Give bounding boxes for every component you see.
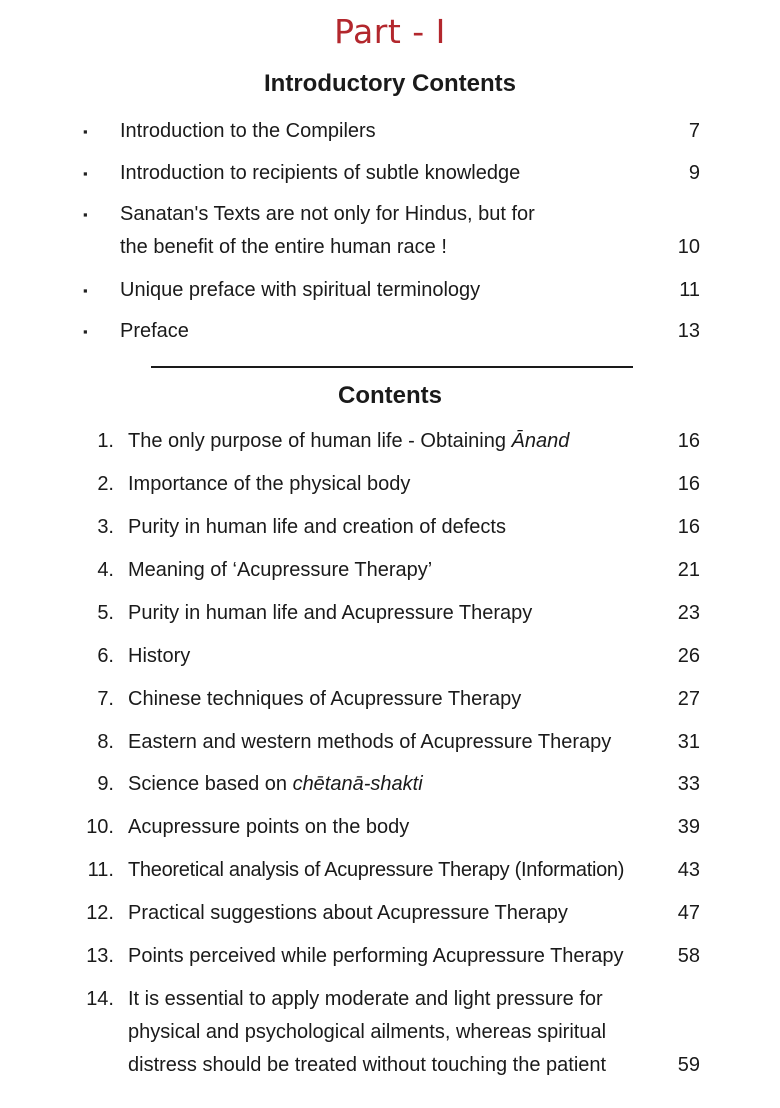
page-number: 9 <box>688 162 700 184</box>
item-text: Importance of the physical body <box>128 473 411 495</box>
item-number: 14. <box>86 988 114 1010</box>
item-number: 1. <box>97 430 114 452</box>
page-number: 33 <box>677 773 700 795</box>
item-number: 6. <box>97 645 114 667</box>
item-number: 10. <box>86 816 114 838</box>
page-number: 7 <box>688 120 700 142</box>
contents-heading: Contents <box>338 382 442 409</box>
page-number: 21 <box>677 559 700 581</box>
page-number: 26 <box>677 645 700 667</box>
page-number: 16 <box>677 430 700 452</box>
intro-item-text-continued: the benefit of the entire human race ! <box>120 236 447 258</box>
item-text: Purity in human life and Acupressure Therapy <box>128 602 533 624</box>
item-text: Theoretical analysis of Acupressure Therapy (Information) <box>128 859 625 881</box>
page-number: 39 <box>677 816 700 838</box>
item-number: 7. <box>97 688 114 710</box>
decorative-bullet-icon: ▪ <box>83 207 88 222</box>
page-number: 10 <box>677 236 700 258</box>
item-text-continued: distress should be treated without touching the patient <box>128 1054 607 1076</box>
item-text-italic: Ānand <box>511 430 570 452</box>
item-text: Science based on chētanā-shakti <box>128 773 423 795</box>
intro-item-text: Preface <box>120 320 189 342</box>
item-number: 2. <box>97 473 114 495</box>
page-number: 23 <box>677 602 700 624</box>
item-number: 9. <box>97 773 114 795</box>
item-number: 4. <box>97 559 114 581</box>
item-number: 13. <box>86 945 114 967</box>
item-number: 3. <box>97 516 114 538</box>
introductory-contents-heading: Introductory Contents <box>264 70 516 97</box>
page-number: 43 <box>677 859 700 881</box>
page-number: 59 <box>677 1054 700 1076</box>
page-number: 58 <box>677 945 700 967</box>
item-number: 12. <box>86 902 114 924</box>
item-text: Chinese techniques of Acupressure Therapy <box>128 688 522 710</box>
page-number: 11 <box>679 279 700 301</box>
page-number: 31 <box>677 731 700 753</box>
part-title: Part - I <box>334 12 446 51</box>
intro-item-text: Introduction to recipients of subtle knowledge <box>120 162 521 184</box>
intro-item-text: Unique preface with spiritual terminology <box>120 279 481 301</box>
item-text-continued: physical and psychological ailments, whereas spiritual <box>128 1021 607 1043</box>
page-number: 13 <box>677 320 700 342</box>
item-text: Eastern and western methods of Acupressure Therapy <box>128 731 612 753</box>
item-text-italic: chētanā-shakti <box>292 773 423 795</box>
item-number: 5. <box>97 602 114 624</box>
decorative-bullet-icon: ▪ <box>83 124 88 139</box>
intro-item-text: Sanatan's Texts are not only for Hindus, but for <box>120 203 535 225</box>
item-text: Meaning of ‘Acupressure Therapy’ <box>128 559 433 581</box>
item-text: History <box>128 645 191 667</box>
page-number: 47 <box>677 902 700 924</box>
item-text: Purity in human life and creation of defects <box>128 516 506 538</box>
item-text: Points perceived while performing Acupressure Therapy <box>128 945 624 967</box>
decorative-bullet-icon: ▪ <box>83 324 88 339</box>
item-number: 8. <box>97 731 114 753</box>
page-number: 16 <box>677 516 700 538</box>
section-divider <box>151 366 633 368</box>
page-number: 16 <box>677 473 700 495</box>
item-text: It is essential to apply moderate and light pressure for <box>128 988 603 1010</box>
intro-item-text: Introduction to the Compilers <box>120 120 376 142</box>
item-text: Practical suggestions about Acupressure Therapy <box>128 902 568 924</box>
item-text: The only purpose of human life - Obtaining Ānand <box>128 430 570 452</box>
decorative-bullet-icon: ▪ <box>83 166 88 181</box>
page-number: 27 <box>677 688 700 710</box>
item-text: Acupressure points on the body <box>128 816 410 838</box>
decorative-bullet-icon: ▪ <box>83 283 88 298</box>
item-number: 11. <box>87 859 114 881</box>
